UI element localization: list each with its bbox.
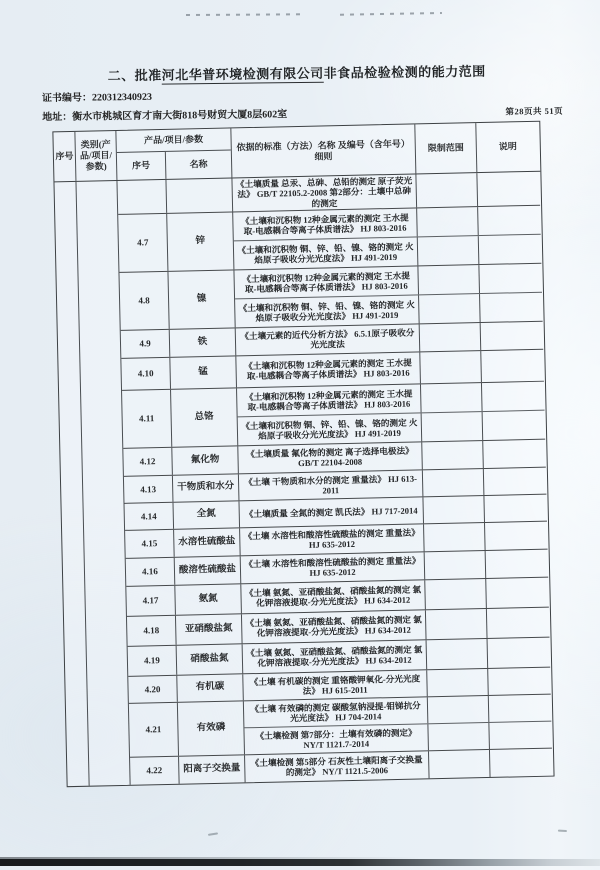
row-seq: 4.8 <box>119 272 169 330</box>
row-seq: 4.16 <box>126 558 176 586</box>
standard-text: 《土壤质量 总汞、总砷、总铅的测定 原子荧光法》 GB/T 22105.2-2008 第2部分：土壤中总砷的测定 <box>232 174 417 211</box>
note-cell <box>489 721 552 748</box>
limit-cell <box>424 523 486 551</box>
page-title <box>0 59 597 85</box>
table-row <box>118 205 541 272</box>
row-seq: 4.18 <box>127 616 177 646</box>
scan-artifact-smudge <box>558 830 567 832</box>
scan-edge-shadow <box>0 859 600 866</box>
limit-cell <box>422 441 484 469</box>
limit-cell <box>419 294 481 323</box>
limit-cell <box>428 696 490 723</box>
header-product-name: 名称 <box>189 158 208 170</box>
note-cell <box>486 578 549 608</box>
limit-cell <box>423 469 485 496</box>
row-seq: 4.21 <box>129 703 179 757</box>
standard-text: 《土壤 水溶性和酸溶性硫酸盐的测定 重量法》 HJ 635-2012 <box>240 524 425 555</box>
table-row <box>122 381 545 448</box>
row-seq: 4.11 <box>122 390 172 448</box>
header-category: 类别(产品/项目/参数) <box>75 131 117 181</box>
row-name: 干物质和水分 <box>173 474 240 501</box>
limit-cell <box>417 207 479 236</box>
note-cell <box>479 264 542 293</box>
standard-text: 《土壤 有机碳的测定 重铬酸钾氧化-分光光度法》 HJ 615-2011 <box>243 670 428 700</box>
limit-cell <box>423 496 485 523</box>
row-name: 全氮 <box>173 501 240 528</box>
note-cell <box>481 350 544 382</box>
note-cell <box>484 495 547 522</box>
row-seq: 4.13 <box>124 476 174 503</box>
title-company-underlined: 河北华普环境检测有限公司 <box>161 65 324 83</box>
row-name: 氟化物 <box>172 446 239 474</box>
certificate-label: 证书编号： <box>41 92 93 105</box>
limit-cell <box>420 351 482 383</box>
row-name: 氨氮 <box>175 584 242 614</box>
row-name: 总铬 <box>171 388 238 446</box>
header-product-seq: 序号 <box>117 152 167 180</box>
table-body <box>54 172 553 786</box>
note-cell <box>478 206 541 235</box>
title-prefix: 二、批准 <box>107 67 162 84</box>
row-seq: 4.10 <box>121 358 171 390</box>
limit-cell <box>429 750 491 778</box>
standard-text: 《土壤检测 第7部分：土壤有效磷的测定》 NY/T 1121.7-2014 <box>244 724 429 754</box>
standard-text: 《土壤和沉积物 12种金属元素的测定 王水提取-电感耦合等离子体质谱法》 HJ 803-2016 <box>234 266 419 298</box>
address-value: 衡水市桃城区育才南大街818号财贸大厦8层602室 <box>72 109 288 123</box>
table-row <box>129 694 552 757</box>
note-cell <box>483 411 546 440</box>
standard-text: 《土壤检测 第5部分 石灰性土壤阳离子交换量的测定》 NY/T 1121.5-2006 <box>245 751 430 782</box>
row-seq: 4.20 <box>128 676 178 703</box>
standard-text: 《土壤和沉积物 铜、锌、铅、镍、铬的测定 火焰原子吸收分光光度法》 HJ 491-2019 <box>234 237 419 269</box>
limit-cell <box>425 551 487 579</box>
row-name: 铁 <box>170 328 237 356</box>
note-cell <box>487 608 550 638</box>
header-product-group-label: 产品/项目/参数 <box>116 128 230 152</box>
limit-cell <box>421 383 483 412</box>
limit-cell <box>416 173 478 207</box>
address-row <box>42 102 563 123</box>
row-name: 阳离子交换量 <box>179 755 246 783</box>
scan-artifact-smudge <box>208 832 218 835</box>
standard-text: 《土壤和沉积物 12种金属元素的测定 王水提取-电感耦合等离子体质谱法》 HJ 803-2016 <box>237 384 422 416</box>
capability-table <box>52 121 554 787</box>
row-name: 锰 <box>170 356 237 388</box>
header-product-group <box>116 128 232 179</box>
row-name: 有效磷 <box>178 701 245 755</box>
address-label: 地址： <box>42 111 73 124</box>
note-cell <box>485 522 548 550</box>
row-name: 镍 <box>168 270 235 328</box>
standard-text: 《土壤 有效磷的测定 碳酸氢钠浸提-钼锑抗分光光度法》 HJ 704-2014 <box>244 697 429 727</box>
standard-text: 《土壤 氨氮、亚硝酸盐氮、硝酸盐氮的测定 氯化钾溶液提取-分光光度法》 HJ 634-2012 <box>242 610 427 643</box>
limit-cell <box>422 412 484 441</box>
limit-cell <box>425 579 487 609</box>
table-rows <box>117 172 552 785</box>
limit-cell <box>418 236 480 265</box>
note-cell <box>483 440 546 468</box>
limit-cell <box>426 609 488 639</box>
row-seq: 4.19 <box>128 646 178 676</box>
row-seq: 4.7 <box>118 214 168 272</box>
limit-cell <box>427 669 489 696</box>
note-cell <box>482 382 545 411</box>
row-name <box>166 178 233 212</box>
row-seq: 4.9 <box>121 330 171 358</box>
standard-text: 《土壤和沉积物 铜、锌、铅、镍、铬的测定 火焰原子吸收分光光度法》 HJ 491-2019 <box>238 413 423 445</box>
note-cell <box>489 695 552 722</box>
standard-text: 《土壤质量 全氮的测定 凯氏法》 HJ 717-2014 <box>239 497 424 527</box>
standard-text: 《土壤 水溶性和酸溶性硫酸盐的测定 重量法》 HJ 635-2012 <box>241 552 426 583</box>
note-cell <box>480 293 543 322</box>
row-name: 有机碳 <box>177 674 244 701</box>
row-name: 酸溶性硫酸盐 <box>175 556 242 584</box>
header-standard: 依据的标准（方法）名称 及编号（含年号）细则 <box>231 124 416 177</box>
row-name: 锌 <box>167 212 234 270</box>
limit-cell <box>428 723 490 750</box>
row-name: 水溶性硫酸盐 <box>174 528 241 556</box>
row-seq: 4.14 <box>125 503 175 530</box>
note-cell <box>481 322 544 350</box>
header-note: 说明 <box>498 141 517 152</box>
certificate-number: 220312340923 <box>91 91 153 104</box>
row-name: 硝酸盐氮 <box>177 644 244 674</box>
page-indicator: 第28页共 51页 <box>505 105 564 117</box>
row-seq: 4.15 <box>125 530 175 558</box>
title-suffix: 非食品检验检测的能力范围 <box>323 63 486 81</box>
scan-artifact-dashes <box>186 13 304 16</box>
standard-text: 《土壤和沉积物 12种金属元素的测定 王水提取-电感耦合等离子体质谱法》 HJ 803-2016 <box>236 352 421 387</box>
row-seq: 4.22 <box>130 757 180 785</box>
row-seq: 4.12 <box>123 448 173 476</box>
certificate-number-line <box>42 88 152 104</box>
standard-text: 《土壤 氨氮、亚硝酸盐氮、硝酸盐氮的测定 氯化钾溶液提取-分光光度法》 HJ 634-2012 <box>241 580 426 613</box>
note-cell <box>479 235 542 264</box>
standard-text: 《土壤 干物质和水分的测定 重量法》 HJ 613-2011 <box>239 470 424 500</box>
limit-cell <box>420 323 482 351</box>
header-seq: 序号 <box>53 132 76 181</box>
note-cell <box>488 638 551 668</box>
row-seq: 4.17 <box>126 586 176 616</box>
limit-cell <box>427 639 489 669</box>
standard-text: 《土壤和沉积物 12种金属元素的测定 王水提取-电感耦合等离子体质谱法》 HJ 803-2016 <box>233 208 418 240</box>
note-cell <box>477 172 540 206</box>
row-seq <box>117 180 167 214</box>
table-row <box>119 263 542 330</box>
standard-text: 《土壤质量 氟化物的测定 离子选择电极法》 GB/T 22104-2008 <box>238 442 423 473</box>
header-limit: 限制范围 <box>415 123 477 173</box>
note-cell <box>484 468 547 495</box>
address-line <box>42 105 287 123</box>
row-name: 亚硝酸盐氮 <box>176 614 243 644</box>
standard-text: 《土壤元素的近代分析方法》 6.5.1原子吸收分光光度法 <box>236 324 421 355</box>
standard-text: 《土壤和沉积物 铜、锌、铅、镍、铬的测定 火焰原子吸收分光光度法》 HJ 491-2019 <box>235 295 420 327</box>
note-cell <box>486 550 549 578</box>
scan-artifact-dashes <box>340 12 442 16</box>
standard-text: 《土壤 氨氮、亚硝酸盐氮、硝酸盐氮的测定 氯化钾溶液提取-分光光度法》 HJ 634-2012 <box>243 640 428 673</box>
note-cell <box>488 668 551 695</box>
note-cell <box>490 748 553 776</box>
limit-cell <box>418 265 480 294</box>
